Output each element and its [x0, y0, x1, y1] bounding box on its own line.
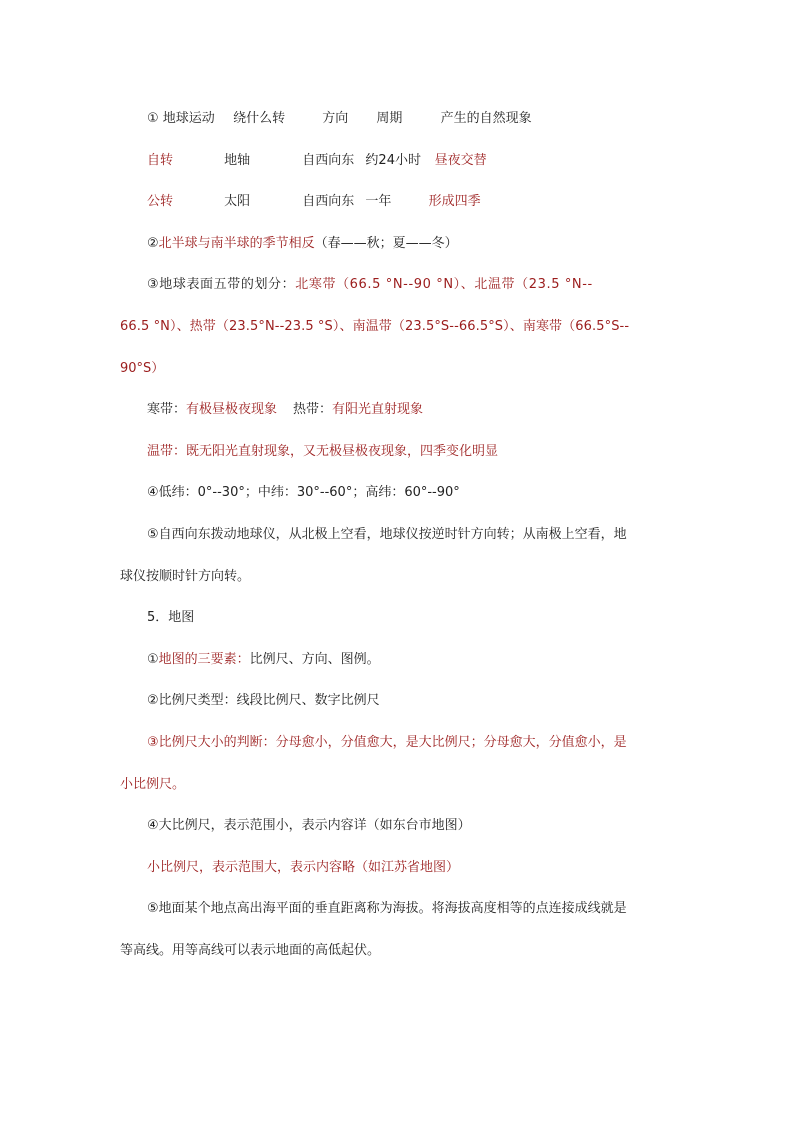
latitude-line: ④低纬：0°--30°；中纬：30°--60°；高纬：60°--90°	[147, 485, 460, 500]
tropic-label: 热带：	[293, 402, 333, 417]
zones-lead: ③地球表面五带的划分：	[147, 277, 296, 292]
row2-period: 一年	[365, 194, 392, 209]
row1-period: 约24小时	[365, 153, 421, 168]
tropic-text: 有阳光直射现象	[332, 402, 424, 417]
temperate-line: 温带：既无阳光直射现象，又无极昼极夜现象，四季变化明显	[147, 444, 499, 459]
map-elements-line	[147, 651, 380, 669]
cold-label: 寒带：	[147, 402, 187, 417]
zones-paragraph-line2: 66.5 °N）、热带（23.5°N--23.5 °S）、南温带（23.5°S--66.5°S）、南寒带（66.5°S--	[120, 319, 630, 334]
globe-line1: ⑤自西向东拨动地球仪，从北极上空看，地球仪按逆时针方向转；从南极上空看，地	[147, 527, 627, 542]
header-motion: ① 地球运动	[147, 111, 215, 126]
contour-line2: 等高线。用等高线可以表示地面的高低起伏。	[120, 943, 381, 958]
scale-judge-line1: ③比例尺大小的判断：分母愈小，分值愈大，是大比例尺；分母愈大，分值愈小，是	[147, 735, 627, 750]
header-period: 周期	[376, 111, 403, 126]
seasons-note: （春——秋；夏——冬）	[314, 236, 458, 251]
row2-axis: 太阳	[224, 194, 251, 209]
row1-axis: 地轴	[224, 153, 251, 168]
contour-line1: ⑤地面某个地点高出海平面的垂直距离称为海拔。将海拔高度相等的点连接成线就是	[147, 901, 627, 916]
cold-text: 有极昼极夜现象	[186, 402, 278, 417]
row1-direction: 自西向东	[302, 153, 355, 168]
header-direction: 方向	[322, 111, 349, 126]
row2-motion: 公转	[147, 194, 174, 209]
section-heading: 5．地图	[147, 610, 195, 625]
seasons-text: 北半球与南半球的季节相反	[158, 236, 315, 251]
seasons-num: ②	[147, 236, 159, 251]
zones-paragraph-line3: 90°S）	[120, 361, 165, 376]
scale-judge-line2: 小比例尺。	[120, 777, 186, 792]
map-elements-text: 比例尺、方向、图例。	[249, 652, 380, 667]
zones-paragraph-line1	[147, 276, 593, 294]
row2-phenomenon: 形成四季	[428, 194, 481, 209]
row1-phenomenon: 昼夜交替	[434, 153, 487, 168]
motion-row-rotation	[147, 152, 487, 170]
motion-row-revolution	[147, 193, 481, 211]
small-scale-line: 小比例尺，表示范围大，表示内容略（如江苏省地图）	[147, 860, 460, 875]
scale-types-line: ②比例尺类型：线段比例尺、数字比例尺	[147, 693, 380, 708]
zones-line1: 北寒带（66.5 °N--90 °N）、北温带（23.5 °N--	[295, 277, 593, 292]
seasons-paragraph	[147, 235, 458, 253]
motion-table-header	[147, 110, 532, 128]
row1-motion: 自转	[147, 153, 174, 168]
header-phenomenon: 产生的自然现象	[440, 111, 532, 126]
header-axis: 绕什么转	[233, 111, 286, 126]
large-scale-line: ④大比例尺，表示范围小，表示内容详（如东台市地图）	[147, 818, 471, 833]
cold-tropic-line	[147, 401, 423, 419]
row2-direction: 自西向东	[302, 194, 355, 209]
map-elements-label: 地图的三要素：	[158, 652, 250, 667]
globe-line2: 球仪按顺时针方向转。	[120, 569, 251, 584]
map-elements-num: ①	[147, 652, 159, 667]
